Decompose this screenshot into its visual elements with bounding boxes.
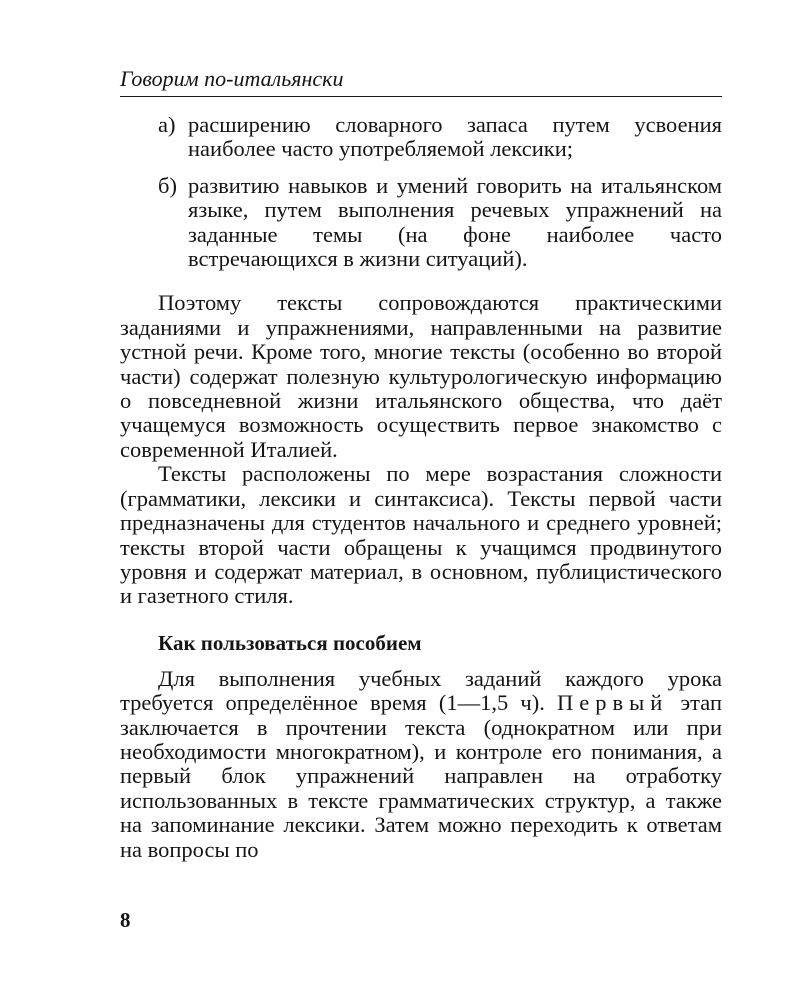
paragraph: Поэтому тексты сопровождаются практическими заданиями и упражнениями, направленными на развитие устной речи. Кроме того, многие тексты (особенно во второй части) содержат полезную культурологическую информацию о повседневной жизни итальянского общества, что даёт учащемуся возможность осуществить первое знакомство с современной Италией. (120, 290, 722, 462)
list-item (120, 174, 722, 272)
list-item-text: расширению словарного запаса путем усвоения наиболее часто употребляемой лексики; (188, 112, 722, 162)
list-marker: б) (158, 172, 177, 198)
list-marker: а) (158, 112, 176, 137)
page-number: 8 (120, 908, 131, 932)
running-header: Говорим по-итальянски (120, 66, 344, 91)
section-paragraph (120, 667, 722, 862)
page-body (120, 113, 722, 862)
list-item (120, 113, 722, 162)
section-paragraph-text: Для выполнения учебных заданий каждого урока требуется определённое время (1—1,5 ч). (120, 665, 722, 716)
section-heading: Как пользоваться пособием (158, 630, 422, 655)
paragraph: Тексты расположены по мере возрастания сложности (грамматики, лексики и синтаксиса). Тексты первой части предназначены для студентов начального и среднего уровней; тексты второй части обращены к учащимся продвинутого уровня и содержат материал, в основном, публицистического и газетного стиля. (120, 461, 722, 609)
header-rule (120, 96, 722, 97)
list-item-text: развитию навыков и умений говорить на итальянском языке, путем выполнения речевых упражнений на заданные темы (на фоне наиболее часто встречающихся в жизни ситуаций). (188, 172, 722, 272)
section-paragraph-text: этап заключается в прочтении текста (однократном или при необходимости многократном), и контроле его понимания, а первый блок упражнений направлен на отработку использованных в тексте грамматических структур, а также на запоминание лексики. Затем можно переходить к ответам на вопросы по (120, 690, 723, 862)
emphasized-word: Первый (557, 690, 669, 716)
goal-list (120, 113, 722, 271)
